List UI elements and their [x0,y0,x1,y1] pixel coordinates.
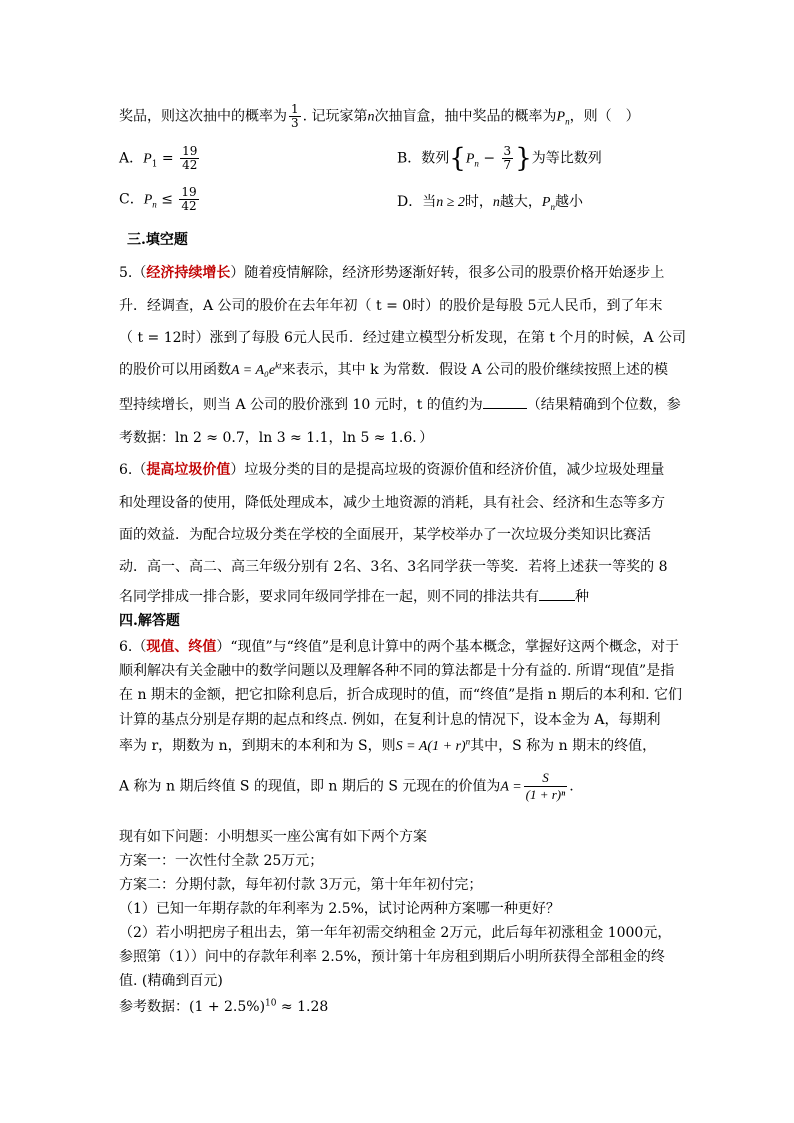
frac-num: 19 [182,144,198,158]
var-p: P [541,195,551,210]
frac-num: S [524,770,568,787]
fraction [179,186,198,213]
q6-line-5 [119,586,589,606]
frac-den: 3 [291,116,299,130]
fraction [524,770,568,803]
q6-line-4: 动．高一、高二、高三年级分别有 2名、3名、3名同学获一等奖．若将上述获一等奖的 8 [119,559,668,575]
left-brace: { [449,143,466,174]
period: . [569,778,574,795]
q6b-line-3: 在 n 期末的金额，把它扣除利息后，折合成现时的值，而“终值”是指 n 期后的本利和. 它们 [119,687,683,703]
option-b[interactable] [397,145,602,172]
question-tag: 现值、终值 [146,639,217,655]
var-n: n [367,109,375,125]
q6b-para: 参照第（1））问中的存款年利率 2.5%，预计第十年房租到期后小明所获得全部租金的终 [119,949,665,965]
q6-text: 名同学排成一排合影，要求同年级同学排在一起，则不同的排法共有 [119,589,539,605]
q6b-para: （1）已知一年期存款的年利率为 2.5%，试讨论两种方案哪一种更好？ [119,901,560,917]
formula: A = A₀e [231,363,276,378]
frac-den: 42 [181,199,197,213]
q6-line-3: 面的效益．为配合垃圾分类在学校的全面展开，某学校举办了一次垃圾分类知识比赛活 [119,527,651,543]
question-tag: 提高垃圾价值 [146,462,231,478]
var-p: P [465,151,475,167]
question-tag: 经济持续增长 [146,265,231,281]
q6b-para: 现有如下问题：小明想买一座公寓有如下两个方案 [119,829,427,845]
paren: ） [230,462,245,478]
var-n: n [492,195,500,210]
q5-line-5 [119,394,681,414]
option-label: D．当 [397,194,437,210]
question-number: 5.（ [119,265,147,281]
answer-blank[interactable] [483,396,527,409]
option-label: B．数列 [397,150,450,167]
q6b-para: 方案二：分期付款，每年初付款 3万元，第十年年初付完； [119,877,483,893]
var-p: P [143,192,153,208]
fraction [289,103,301,130]
q5-text: （结果精确到个位数，参 [526,397,681,413]
q6b-para: 值. (精确到百元) [119,973,223,989]
fraction [180,145,199,172]
formula: (1 + 2.5%) [189,999,266,1015]
subscript: n [565,116,570,127]
frac-den: (1 + r)ⁿ [525,787,566,802]
option-label: C． [119,191,144,208]
var-p: P [556,109,566,125]
option-label: A． [119,150,144,167]
option-text: 越小 [554,194,583,210]
q5-text: 来表示，其中 k 为常数．假设 A 公司的股价继续按照上述的模 [281,362,669,378]
frac-num: 19 [181,185,197,199]
q5-line-6: 考数据：ln 2 ≈ 0.7，ln 3 ≈ 1.1，ln 5 ≈ 1.6．） [119,430,434,446]
q6b-line-2: 顺利解决有关金融中的数学问题以及理解各种不同的算法都是十分有益的. 所谓“现值”是指 [119,663,675,679]
paren: ） [230,265,245,281]
subscript: 1 [151,159,158,170]
q6b-text: “现值”与“终值”是利息计算中的两个基本概念，掌握好这两个概念，对于 [230,639,679,655]
q5-line-1 [119,262,664,282]
option-text: 时， [464,194,493,210]
q6b-para: 方案一：一次性付全款 25万元； [119,853,324,869]
frac-den: 42 [182,158,198,172]
option-text: 越大， [499,194,542,210]
q5-text: 随着疫情解除，经济形势逐渐好转，很多公司的股票价格开始逐步上 [244,265,665,281]
q5-line-2: 升．经调查，A 公司的股价在去年年初（ t = 0时）的股价是每股 5元人民币，到了年末 [119,298,663,314]
superscript: 10 [265,998,277,1009]
formula: S = A(1 + r) [395,739,466,754]
q6b-para: （2）若小明把房子租出去，第一年年初需交纳租金 2万元，此后每年初涨租金 1000元， [119,925,672,941]
q6b-line-6 [119,770,574,803]
fraction [502,145,514,172]
option-d[interactable] [397,191,583,212]
question-number: 6.（ [119,639,147,655]
frac-num: 3 [503,144,512,158]
subscript: n [152,199,157,210]
stem-text: . 记玩家第 [302,108,368,125]
superscript: kt [275,360,282,371]
q5-text: 型持续增长，则当 A 公司的股价涨到 10 元时，t 的值约为 [119,397,483,413]
q6b-text: 其中，S 称为 n 期末的终值， [470,738,657,754]
q6b-line-1 [119,636,679,656]
stem-text: ，则（ ） [569,108,640,125]
q6b-text: 参考数据： [119,999,189,1015]
q6b-text: A 称为 n 期后终值 S 的现值，即 n 期后的 S 元现在的价值为 [119,778,501,795]
option-text: 为等比数列 [531,150,602,167]
superscript: n [465,736,471,747]
frac-den: 7 [503,158,512,172]
reference-data [119,996,328,1016]
q6b-line-5 [119,735,656,755]
section-heading: 四.解答题 [119,613,180,629]
frac-num: 1 [291,102,299,116]
q6b-line-4: 计算的基点分别是存期的起点和终点. 例如，在复利计息的情况下，设本金为 A，每期利 [119,712,661,728]
var-p: P [143,151,152,167]
stem-text: 奖品，则这次抽中的概率为 [119,108,287,125]
operator: − [478,150,500,167]
option-a[interactable] [119,145,201,172]
q6-line-1 [119,459,664,479]
formula: A = [500,779,522,795]
answer-blank[interactable] [539,588,575,601]
subscript: n [550,201,555,212]
q5-text: 的股价可以用函数 [119,362,231,378]
paren: ） [216,639,231,655]
q5-line-4 [119,359,668,379]
q5-line-3: （ t = 12时）涨到了每股 6元人民币．经过建立模型分析发现，在第 t 个月的时候，A 公司 [119,330,686,346]
question-number: 6.（ [119,462,147,478]
condition: n ≥ 2 [436,195,465,210]
operator: ≤ [156,191,178,208]
q6b-text: 率为 r，期数为 n，到期末的本利和为 S，则 [119,738,396,754]
q6-text: 种 [575,589,589,605]
option-c[interactable] [119,186,201,213]
section-heading: 三.填空题 [127,232,188,248]
operator: = [157,150,179,167]
right-brace: } [515,143,532,174]
q6-line-2: 和处理设备的使用，降低处理成本，减少土地资源的消耗，具有社会、经济和生态等多方 [119,495,665,511]
stem-text: 次抽盲盒，抽中奖品的概率为 [374,108,557,125]
question-stem-line [119,103,640,130]
subscript: n [474,158,479,169]
formula: ≈ 1.28 [276,999,329,1015]
q6-text: 垃圾分类的目的是提高垃圾的资源价值和经济价值，减少垃圾处理量 [244,462,665,478]
